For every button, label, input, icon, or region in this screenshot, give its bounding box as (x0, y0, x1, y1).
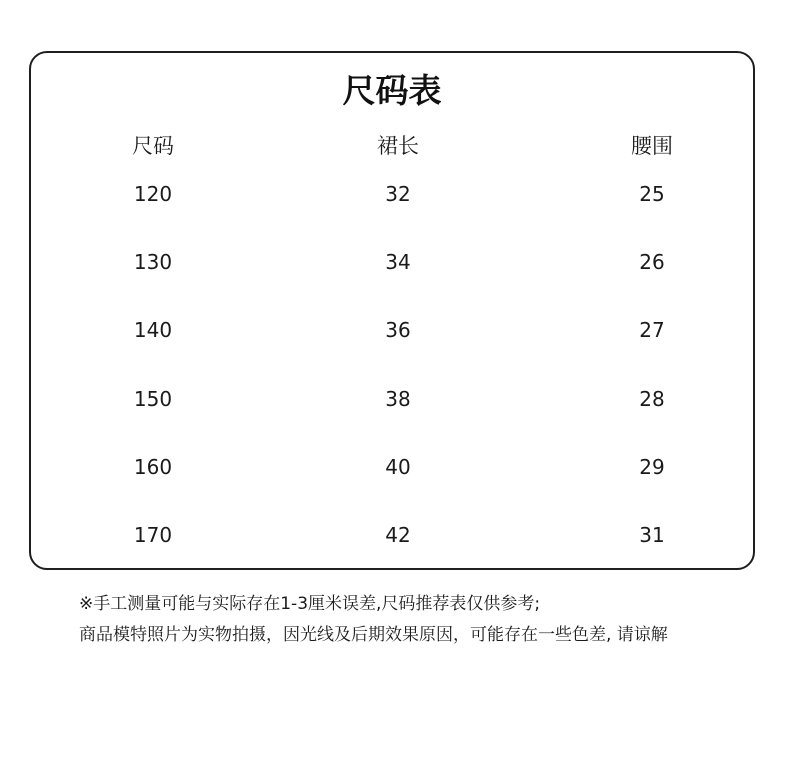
cell-size: 140 (133, 318, 173, 342)
cell-waist: 25 (639, 182, 665, 206)
cell-size: 160 (133, 455, 173, 479)
size-chart-title: 尺码表 (342, 71, 442, 110)
color-difference-note: 商品模特照片为实物拍摄，因光线及后期效果原因，可能存在一些色差, 请谅解 (79, 625, 668, 645)
header-skirt-length: 裙长 (377, 134, 419, 158)
cell-skirt-length: 34 (385, 250, 411, 274)
header-waist: 腰围 (631, 134, 673, 158)
cell-waist: 28 (639, 387, 665, 411)
cell-waist: 26 (639, 250, 665, 274)
header-size: 尺码 (132, 134, 174, 158)
cell-waist: 27 (639, 318, 665, 342)
size-chart-card (29, 51, 755, 570)
cell-size: 170 (133, 523, 173, 547)
cell-size: 120 (133, 182, 173, 206)
cell-skirt-length: 32 (385, 182, 411, 206)
cell-size: 130 (133, 250, 173, 274)
cell-waist: 31 (639, 523, 665, 547)
cell-skirt-length: 38 (385, 387, 411, 411)
cell-skirt-length: 40 (385, 455, 411, 479)
cell-size: 150 (133, 387, 173, 411)
measurement-note: ※手工测量可能与实际存在1-3厘米误差,尺码推荐表仅供参考; (79, 594, 541, 614)
cell-waist: 29 (639, 455, 665, 479)
cell-skirt-length: 42 (385, 523, 411, 547)
cell-skirt-length: 36 (385, 318, 411, 342)
